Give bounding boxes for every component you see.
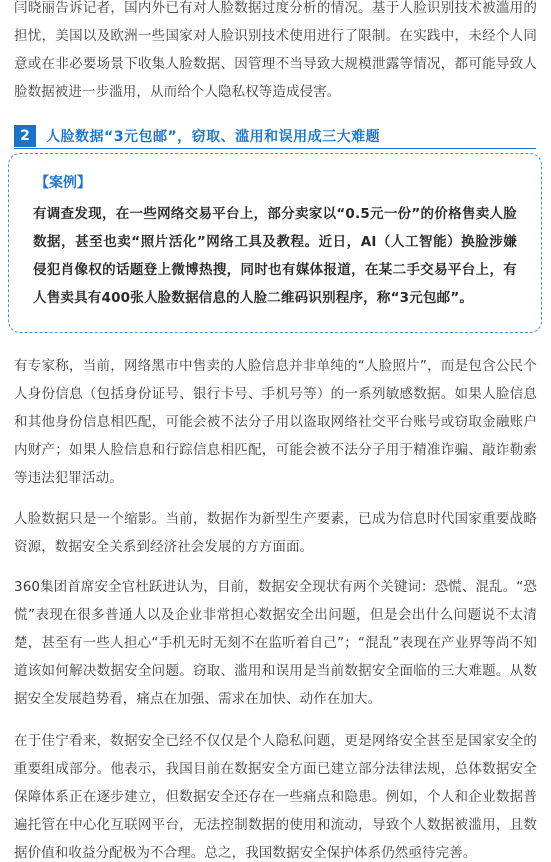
body-paragraph-1: 有专家称，当前，网络黑市中售卖的人脸信息并非单纯的“人脸照片”，而是包含公民个人身份信息（包括身份证号、银行卡号、手机号等）的一系列敏感数据。如果人脸信息和其他身份信息相匹配，可能会被不法分子用以盗取网络社交平台账号或窃取金融账户内财产；如果人脸信息和行踪信息相匹配，可能会被不法分子用于精准诈骗、敲诈勒索等违法犯罪活动。 bbox=[14, 358, 537, 486]
case-label: 【案例】 bbox=[35, 175, 91, 191]
section-heading bbox=[14, 124, 536, 149]
section-number-badge: 2 bbox=[14, 125, 36, 147]
body-paragraph-3: 360集团首席安全官杜跃进认为，目前，数据安全现状有两个关键词：恐慌、混乱。“恐慌”表现在很多普通人以及企业非常担心数据安全出问题，但是会出什么问题说不太清楚，甚至有一些人担心“手机无时无刻不在监听着自己”；“混乱”表现在产业界等尚不知道该如何解决数据安全问题。窃取、滥用和误用是当前数据安全面临的三大难题。从数据安全发展趋势看，痛点在加强、需求在加快、动作在加大。 bbox=[14, 579, 537, 707]
intro-paragraph: 闫晓丽告诉记者，国内外已有对人脸数据过度分析的情况。基于人脸识别技术被滥用的担忧，美国以及欧洲一些国家对人脸识别技术使用进行了限制。在实践中，未经个人同意或在非必要场景下收集人脸数据、因管理不当导致大规模泄露等情况，都可能导致人脸数据被进一步滥用，从而给个人隐私权等造成侵害。 bbox=[14, 0, 537, 100]
case-text: 有调查发现，在一些网络交易平台上，部分卖家以“0.5元一份”的价格售卖人脸数据，甚至也卖“照片活化”网络工具及教程。近日，AI（人工智能）换脸涉嫌侵犯肖像权的话题登上微博热搜，同时也有媒体报道，在某二手交易平台上，有人售卖具有400张人脸数据信息的人脸二维码识别程序，称“3元包邮”。 bbox=[33, 206, 517, 306]
body-paragraph-4: 在于佳宁看来，数据安全已经不仅仅是个人隐私问题，更是网络安全甚至是国家安全的重要组成部分。他表示，我国目前在数据安全方面已建立部分法律法规，总体数据安全保障体系正在逐步建立，但数据安全还存在一些痛点和隐患。例如，个人和企业数据普遍托管在中心化互联网平台，无法控制数据的使用和流动，导致个人数据被滥用，且数据价值和收益分配极为不合理。总之，我国数据安全保护体系仍然亟待完善。 bbox=[14, 733, 537, 861]
section-title: 人脸数据“3元包邮”，窃取、滥用和误用成三大难题 bbox=[46, 129, 381, 145]
body-paragraph-2: 人脸数据只是一个缩影。当前，数据作为新型生产要素，已成为信息时代国家重要战略资源，数据安全关系到经济社会发展的方方面面。 bbox=[14, 511, 537, 555]
case-box bbox=[8, 153, 542, 333]
